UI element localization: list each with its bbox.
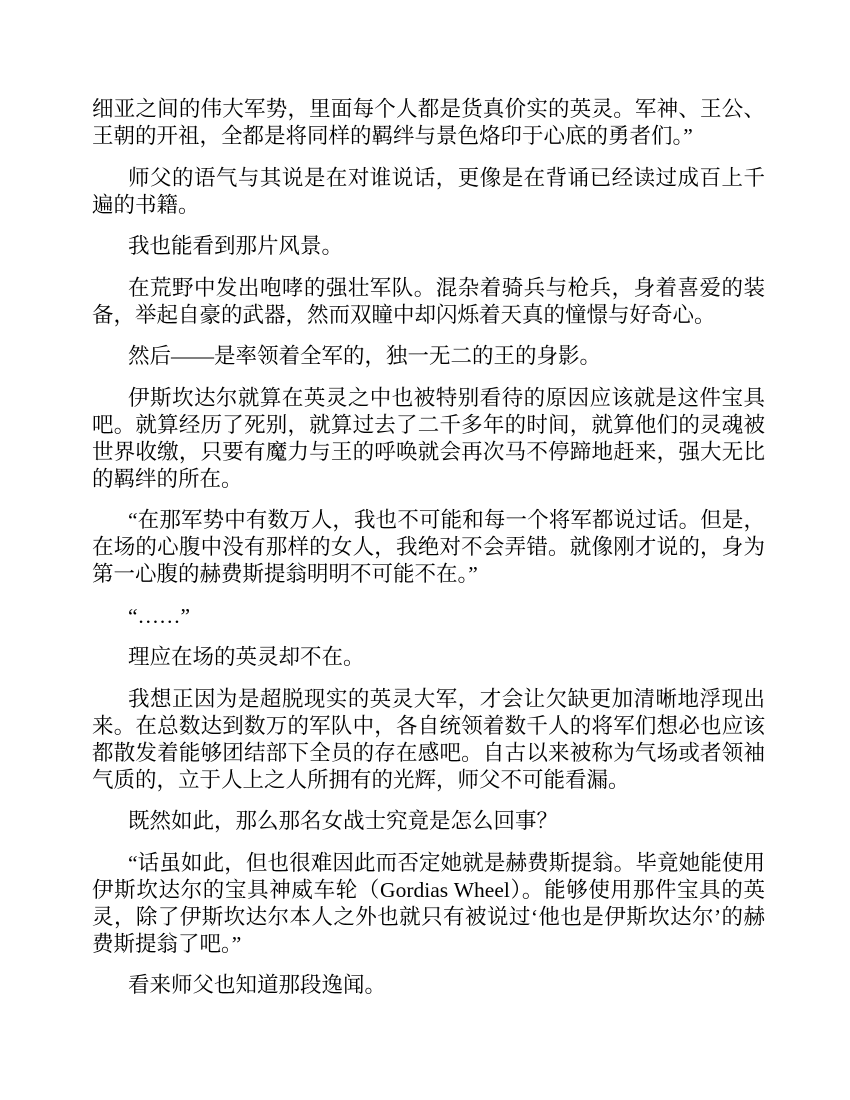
paragraph-12: “话虽如此，但也很难因此而否定她就是赫费斯提翁。毕竟她能使用伊斯坎达尔的宝具神威车轮（Gordias Wheel）。能够使用那件宝具的英灵，除了伊斯坎达尔本人之外也就只有被说过‘他也是伊斯坎达尔’的赫费斯提翁了吧。”: [92, 850, 765, 956]
paragraph-1: 细亚之间的伟大军势，里面每个人都是货真价实的英灵。军神、王公、王朝的开祖，全都是将同样的羁绊与景色烙印于心底的勇者们。”: [92, 97, 765, 148]
paragraph-2: 师父的语气与其说是在对谁说话，更像是在背诵已经读过成百上千遍的书籍。: [92, 165, 765, 217]
paragraph-8: “……”: [128, 603, 191, 628]
paragraph-9: 理应在场的英灵却不在。: [128, 645, 365, 669]
paragraph-10: 我想正因为是超脱现实的英灵大军，才会让欠缺更加清晰地浮现出来。在总数达到数万的军队中，各自统领着数千人的将军们想必也应该都散发着能够团结部下全员的存在感吧。自古以来被称为气场或者领袖气质的，立于人上之人所拥有的光辉，师父不可能看漏。: [92, 686, 765, 792]
paragraph-5: 然后——是率领着全军的，独一无二的王的身影。: [128, 344, 602, 368]
paragraph-6: 伊斯坎达尔就算在英灵之中也被特别看待的原因应该就是这件宝具吧。就算经历了死别，就算过去了二千多年的时间，就算他们的灵魂被世界收缴，只要有魔力与王的呼唤就会再次马不停蹄地赶来，强大无比的羁绊的所在。: [92, 385, 765, 491]
paragraph-11: 既然如此，那么那名女战士究竟是怎么回事？: [128, 809, 559, 833]
paragraph-3: 我也能看到那片风景。: [128, 234, 344, 258]
text-block: [92, 96, 765, 1014]
paragraph-7: “在那军势中有数万人，我也不可能和每一个将军都说过话。但是，在场的心腹中没有那样的女人，我绝对不会弄错。就像刚才说的，身为第一心腹的赫费斯提翁明明不可能不在。”: [92, 508, 765, 586]
paragraph-13: 看来师父也知道那段逸闻。: [128, 973, 387, 997]
paragraph-4: 在荒野中发出咆哮的强壮军队。混杂着骑兵与枪兵，身着喜爱的装备，举起自豪的武器，然而双瞳中却闪烁着天真的憧憬与好奇心。: [92, 275, 765, 327]
